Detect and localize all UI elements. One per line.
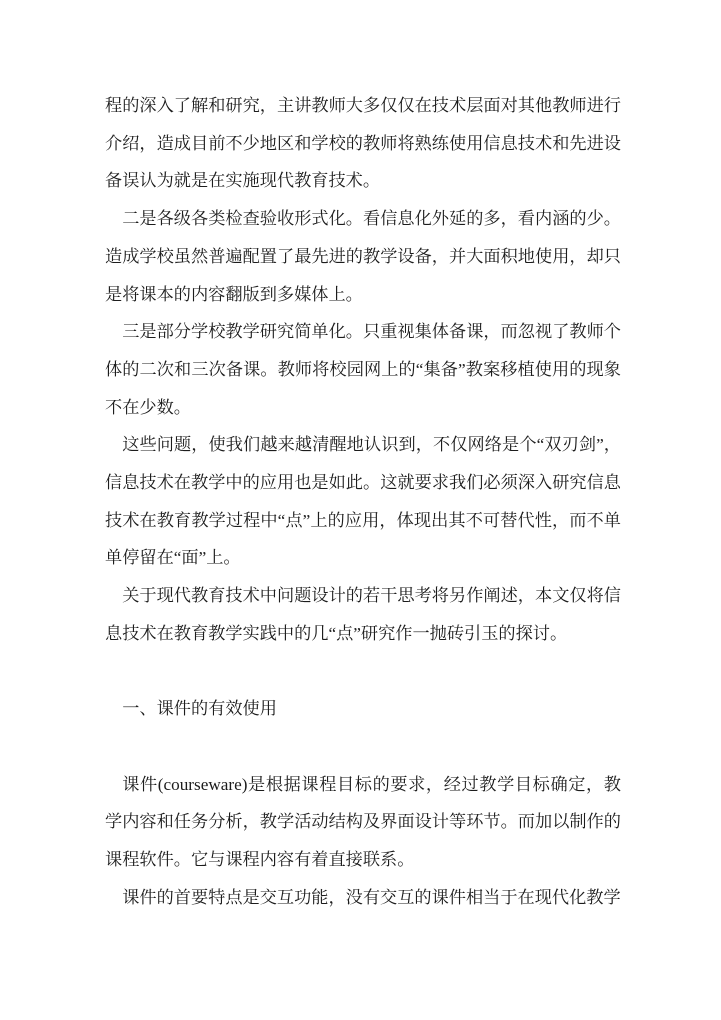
paragraph: 关于现代教育技术中问题设计的若干思考将另作阐述，本文仅将信息技术在教育教学实践中的几“点”研究作一抛砖引玉的探讨。 [105, 586, 621, 643]
paragraph: 三是部分学校教学研究简单化。只重视集体备课，而忽视了教师个体的二次和三次备课。教师将校园网上的“集备”教案移植使用的现象不在少数。 [105, 322, 621, 417]
section-heading: 一、课件的有效使用 [122, 699, 277, 719]
paragraph: 课件的首要特点是交互功能，没有交互的课件相当于在现代化教学 [122, 887, 621, 907]
paragraph: 课件(courseware)是根据课程目标的要求，经过教学目标确定，教学内容和任务分析，教学活动结构及界面设计等环节。而加以制作的课程软件。它与课程内容有着直接联系。 [105, 774, 621, 870]
paragraph: 这些问题，使我们越来越清醒地认识到，不仅网络是个“双刃剑”，信息技术在教学中的应用也是如此。这就要求我们必须深入研究信息技术在教育教学过程中“点”上的应用，体现出其不可替代性，而不单单停留在“面”上。 [105, 435, 621, 568]
paragraph: 二是各级各类检查验收形式化。看信息化外延的多，看内涵的少。造成学校虽然普遍配置了最先进的教学设备，并大面积地使用，却只是将课本的内容翻版到多媒体上。 [105, 209, 621, 304]
paragraph: 程的深入了解和研究，主讲教师大多仅仅在技术层面对其他教师进行介绍，造成目前不少地区和学校的教师将熟练使用信息技术和先进设备误认为就是在实施现代教育技术。 [105, 96, 621, 191]
document-content [105, 87, 621, 916]
